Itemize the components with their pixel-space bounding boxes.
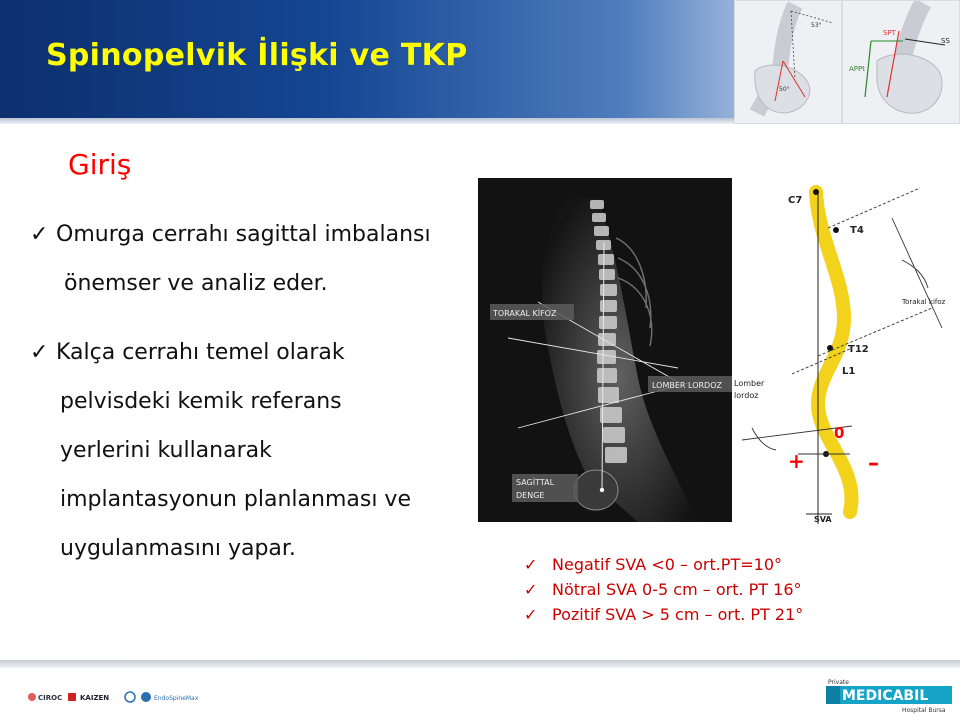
diagram-label-zero: 0	[834, 424, 845, 442]
logo-kaizen: KAIZEN	[80, 694, 110, 702]
bullet-hip-surgeon	[30, 328, 411, 573]
thumb1-label-2: 50°	[779, 86, 790, 93]
spine-xray-image	[478, 178, 732, 522]
sva-item-text: Nötral SVA 0-5 cm – ort. PT 16°	[552, 580, 802, 599]
diagram-label-lordoz-text: lordoz	[734, 391, 759, 400]
bullet-line: implantasyonun planlanması ve	[60, 487, 411, 512]
medicabil-logo	[824, 676, 954, 714]
check-icon: ✓	[524, 555, 538, 574]
xray-label-sagittal: SAGİTTAL	[516, 478, 555, 487]
diagram-label-lomber: Lomber	[734, 379, 765, 388]
bullet-spine-surgeon	[30, 210, 431, 308]
pelvic-incidence-thumbnail	[734, 0, 842, 124]
sva-item-positive	[524, 602, 803, 627]
diagram-label-torakal-kifoz: Torakal kifoz	[902, 298, 946, 306]
check-icon: ✓	[524, 605, 538, 624]
bullet-line: Omurga cerrahı sagittal imbalansı	[56, 222, 431, 247]
sva-list	[524, 552, 803, 627]
diagram-label-c7: C7	[788, 195, 803, 206]
section-subtitle: Giriş	[68, 148, 132, 181]
thumb2-label-ss: SS	[941, 37, 950, 45]
diagram-label-sva: SVA	[814, 515, 832, 524]
page-title: Spinopelvik İlişki ve TKP	[46, 38, 468, 73]
sva-item-neutral	[524, 577, 803, 602]
diagram-label-plus: +	[788, 449, 805, 473]
sva-item-text: Negatif SVA <0 – ort.PT=10°	[552, 555, 782, 574]
bullet-line: uygulanmasını yapar.	[60, 536, 296, 561]
bullet-line: Kalça cerrahı temel olarak	[56, 340, 345, 365]
brand-top: Private	[828, 679, 849, 686]
xray-label-torakal: TORAKAL KİFOZ	[493, 309, 557, 318]
sva-item-text: Pozitif SVA > 5 cm – ort. PT 21°	[552, 605, 804, 624]
check-icon: ✓	[30, 222, 49, 247]
spine-curve	[816, 192, 852, 512]
check-icon: ✓	[30, 340, 49, 365]
footer-divider	[0, 660, 960, 668]
logo-ciroc: CIROC	[38, 694, 63, 702]
sagittal-alignment-diagram	[732, 178, 958, 528]
bullet-line: pelvisdeki kemik referans	[60, 389, 342, 414]
sva-item-negative	[524, 552, 803, 577]
partner-logos	[18, 686, 198, 708]
diagram-label-l1: L1	[842, 366, 856, 377]
sacral-slope-thumbnail	[842, 0, 960, 124]
check-icon: ✓	[524, 580, 538, 599]
xray-label-lomber: LOMBER LORDOZ	[652, 381, 722, 390]
thumb2-label-appt: APPt	[849, 65, 865, 73]
brand-sub: Hospital Bursa	[902, 707, 946, 714]
diagram-label-t12: T12	[848, 344, 869, 355]
diagram-label-t4: T4	[850, 225, 864, 236]
thumb2-label-spt: SPT	[883, 29, 896, 37]
diagram-label-minus: –	[868, 451, 879, 476]
thumb1-label-1: 53°	[811, 22, 822, 29]
logo-endospinemax: EndoSpineMax	[154, 695, 198, 702]
bullet-line: önemser ve analiz eder.	[64, 271, 328, 296]
xray-label-denge: DENGE	[516, 491, 545, 500]
bullet-line: yerlerini kullanarak	[60, 438, 272, 463]
brand-name: MEDICABIL	[842, 688, 929, 704]
